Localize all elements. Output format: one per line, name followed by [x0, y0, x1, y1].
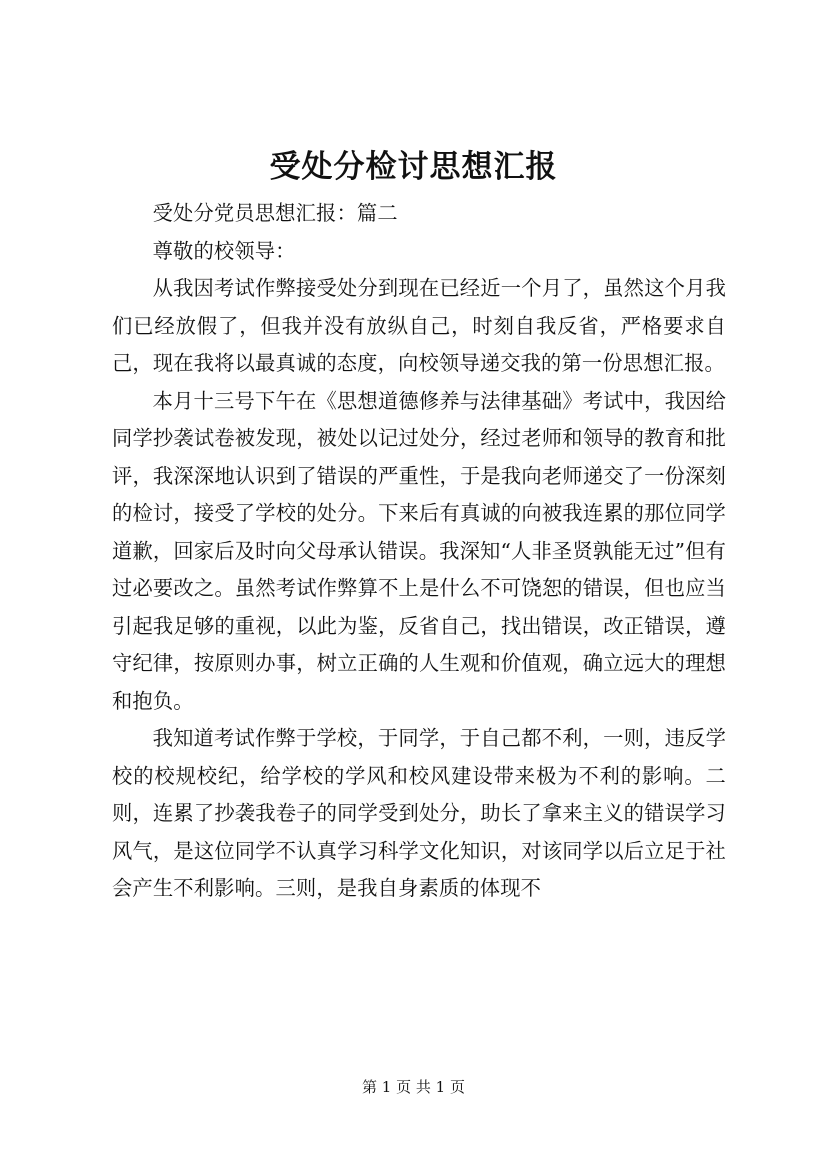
document-title: 受处分检讨思想汇报: [269, 149, 558, 185]
document-body: [112, 195, 726, 908]
paragraph-salutation: 尊敬的校领导：: [152, 238, 296, 263]
paragraph-subtitle: 受处分党员思想汇报：篇二: [152, 201, 398, 225]
paragraph-body-3: 我知道考试作弊于学校，于同学，于自己都不利，一则，违反学校的校规校纪，给学校的学风和校风建设带来极为不利的影响。二则，连累了抄袭我卷子的同学受到处分，助长了拿来主义的错误学习风气，是这位同学不认真学习科学文化知识，对该同学以后立足于社会产生不利影响。三则，是我自身素质的体现不: [112, 726, 726, 900]
paragraph-body-1: 从我因考试作弊接受处分到现在已经近一个月了，虽然这个月我们已经放假了，但我并没有放纵自己，时刻自我反省，严格要求自己，现在我将以最真诚的态度，向校领导递交我的第一份思想汇报。: [112, 276, 726, 375]
page-footer: 第 1 页 共 1 页: [362, 1078, 465, 1096]
paragraph-body-2: 本月十三号下午在《思想道德修养与法律基础》考试中，我因给同学抄袭试卷被发现，被处以记过处分，经过老师和领导的教育和批评，我深深地认识到了错误的严重性，于是我向老师递交了一份深刻的检讨，接受了学校的处分。下来后有真诚的向被我连累的那位同学道歉，回家后及时向父母承认错误。我深知“人非圣贤孰能无过”但有过必要改之。虽然考试作弊算不上是什么不可饶恕的错误，但也应当引起我足够的重视，以此为鉴，反省自己，找出错误，改正错误，遵守纪律，按原则办事，树立正确的人生观和价值观，确立远大的理想和抱负。: [112, 388, 726, 713]
